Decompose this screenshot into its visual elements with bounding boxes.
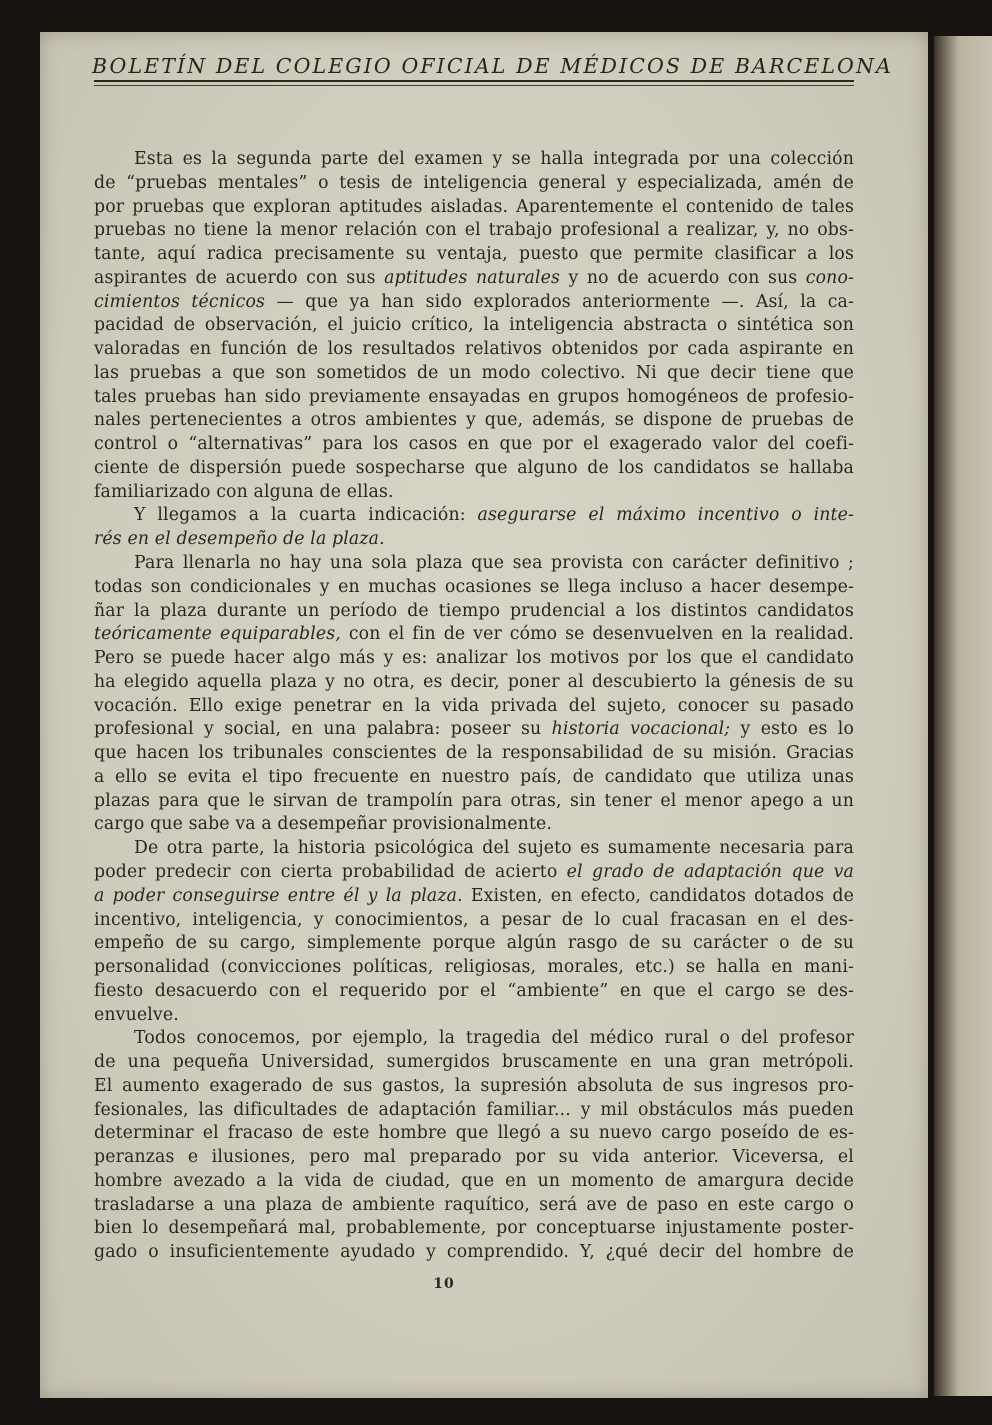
text-line: valoradas en función de los resultados relativos obtenidos por cada aspirante en: [94, 339, 854, 360]
text-line: plazas para que le sirvan de trampolín para otras, sin tener el menor apego a un: [94, 790, 854, 811]
text-line: las pruebas a que son sometidos de un modo colectivo. Ni que decir tiene que: [94, 362, 854, 383]
text-line: ñar la plaza durante un período de tiempo prudencial a los distintos candidatos: [94, 600, 854, 621]
running-header: [92, 54, 893, 78]
article-body: [94, 148, 854, 1265]
text-line: Y llegamos a la cuarta indicación: asegurarse el máximo incentivo o inte-: [134, 505, 854, 526]
text-line: determinar el fracaso de este hombre que llegó a su nuevo cargo poseído de es-: [94, 1123, 854, 1144]
text-line: teóricamente equiparables, con el fin de ver cómo se desenvuelven en la realidad.: [94, 624, 854, 645]
text-line: envuelve.: [94, 1004, 179, 1025]
text-line: incentivo, inteligencia, y conocimientos, a pesar de lo cual fracasan en el des-: [94, 909, 854, 930]
text-line: empeño de su cargo, simplemente porque algún rasgo de su carácter o de su: [94, 933, 854, 954]
text-line: fesionales, las dificultades de adaptación familiar... y mil obstáculos más pueden: [94, 1099, 854, 1120]
journal-title: BOLETÍN DEL COLEGIO OFICIAL DE MÉDICOS DE BARCELONA: [92, 54, 893, 78]
text-line: a poder conseguirse entre él y la plaza. Existen, en efecto, candidatos dotados de: [94, 885, 854, 906]
text-line: tante, aquí radica precisamente su ventaja, puesto que permite clasificar a los: [94, 244, 854, 265]
text-line: familiarizado con alguna de ellas.: [94, 481, 394, 502]
text-line: nales pertenecientes a otros ambientes y que, además, se dispone de pruebas de: [94, 410, 854, 431]
text-line: poder predecir con cierta probabilidad de acierto el grado de adaptación que va: [94, 861, 854, 882]
text-line: todas son condicionales y en muchas ocasiones se llega incluso a hacer desempe-: [94, 576, 854, 597]
text-line: ciente de dispersión puede sospecharse que alguno de los candidatos se hallaba: [94, 457, 854, 478]
text-line: fiesto desacuerdo con el requerido por el “ambiente” en que el cargo se des-: [94, 980, 854, 1001]
page-number: 10: [433, 1276, 455, 1292]
text-line: cargo que sabe va a desempeñar provisionalmente.: [94, 814, 553, 835]
text-line: bien lo desempeñará mal, probablemente, por conceptuarse injustamente poster-: [94, 1218, 854, 1239]
text-line: que hacen los tribunales conscientes de la responsabilidad de su misión. Gracias: [94, 743, 854, 764]
text-line: Para llenarla no hay una sola plaza que sea provista con carácter definitivo ;: [134, 553, 854, 574]
text-line: aspirantes de acuerdo con sus aptitudes naturales y no de acuerdo con sus cono-: [94, 267, 854, 288]
header-rule-top: [94, 80, 854, 82]
text-line: control o “alternativas” para los casos en que por el exagerado valor del coefi-: [94, 434, 854, 455]
text-line: Todos conocemos, por ejemplo, la tragedia del médico rural o del profesor: [134, 1028, 854, 1049]
text-line: gado o insuficientemente ayudado y comprendido. Y, ¿qué decir del hombre de: [94, 1242, 854, 1263]
text-line: a ello se evita el tipo frecuente en nuestro país, de candidato que utiliza unas: [94, 766, 854, 787]
text-line: pacidad de observación, el juicio crítico, la inteligencia abstracta o sintética son: [94, 315, 854, 336]
header-rule-bottom: [94, 85, 854, 86]
text-line: rés en el desempeño de la plaza.: [94, 529, 385, 550]
text-line: El aumento exagerado de sus gastos, la supresión absoluta de sus ingresos pro-: [94, 1075, 854, 1096]
text-line: vocación. Ello exige penetrar en la vida privada del sujeto, conocer su pasado: [94, 695, 854, 716]
text-line: tales pruebas han sido previamente ensayadas en grupos homogéneos de profesio-: [94, 386, 854, 407]
text-line: trasladarse a una plaza de ambiente raquítico, será ave de paso en este cargo o: [94, 1194, 854, 1215]
text-line: de una pequeña Universidad, sumergidos bruscamente en una gran metrópoli.: [94, 1052, 854, 1073]
text-line: hombre avezado a la vida de ciudad, que en un momento de amargura decide: [94, 1170, 854, 1191]
text-line: De otra parte, la historia psicológica del sujeto es sumamente necesaria para: [134, 838, 854, 859]
text-line: cimientos técnicos — que ya han sido explorados anteriormente —. Así, la ca-: [94, 291, 854, 312]
adjacent-page-edge: [934, 36, 992, 1396]
text-line: Pero se puede hacer algo más y es: analizar los motivos por los que el candidato: [94, 648, 854, 669]
text-line: ha elegido aquella plaza y no otra, es decir, poner al descubierto la génesis de su: [94, 671, 854, 692]
text-line: Esta es la segunda parte del examen y se halla integrada por una colección: [134, 149, 854, 169]
text-line: profesional y social, en una palabra: poseer su historia vocacional; y esto es lo: [94, 719, 854, 740]
text-line: por pruebas que exploran aptitudes aisladas. Aparentemente el contenido de tales: [94, 196, 854, 217]
text-line: personalidad (convicciones políticas, religiosas, morales, etc.) se halla en mani-: [94, 957, 854, 978]
text-line: pruebas no tiene la menor relación con el trabajo profesional a realizar, y, no obs-: [94, 220, 854, 241]
text-line: peranzas e ilusiones, pero mal preparado por su vida anterior. Viceversa, el: [94, 1147, 854, 1168]
text-line: de “pruebas mentales” o tesis de inteligencia general y especializada, amén de: [94, 172, 854, 193]
